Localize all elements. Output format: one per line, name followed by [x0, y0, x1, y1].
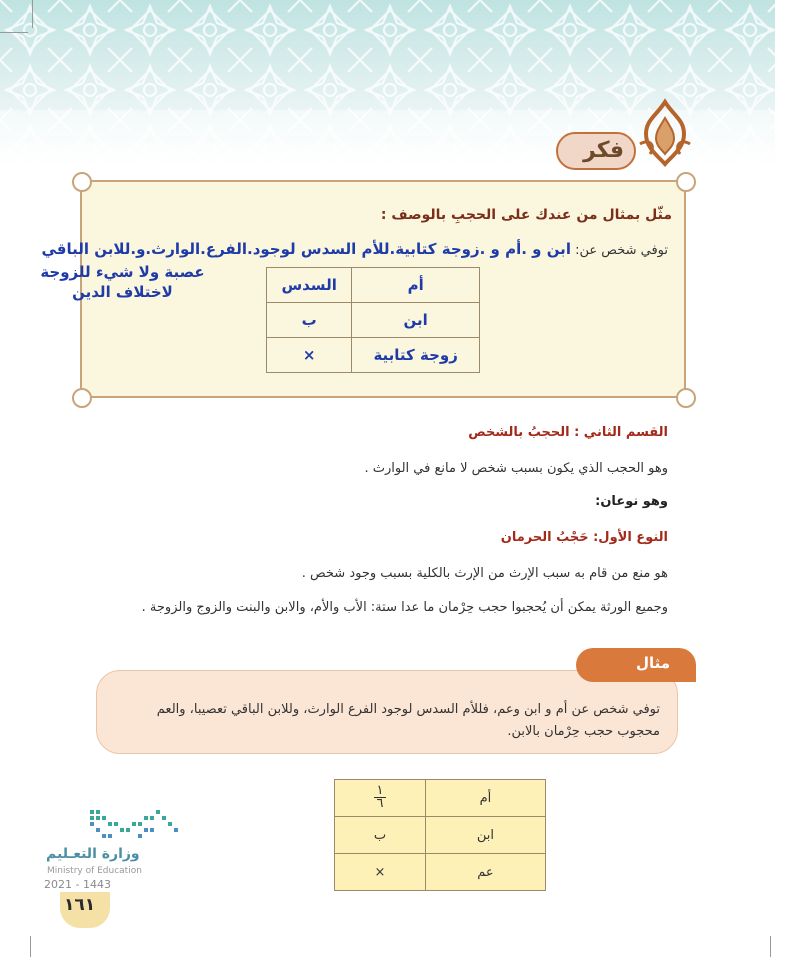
- heir-cell: ابن: [352, 303, 480, 338]
- example-table: [334, 779, 546, 891]
- arabesque-ornament-icon: [636, 98, 694, 168]
- share-cell: ب: [335, 817, 426, 854]
- section-description: وهو الحجب الذي يكون بسبب شخص لا مانع في الوارث .: [364, 461, 668, 476]
- ministry-name-arabic: وزارة التعـليم: [46, 846, 140, 862]
- type1-description: هو منع من قام به سبب الإرث من الإرث بالكلية بسبب وجود شخص .: [301, 566, 668, 581]
- answer-table: [266, 267, 480, 373]
- table-row: [267, 268, 480, 303]
- table-row: [335, 854, 546, 891]
- share-cell: ×: [335, 854, 426, 891]
- note-line: عصبة ولا شيء للزوجة: [40, 263, 205, 281]
- type1-note: وجميع الورثة يمكن أن يُحجبوا حجب حِرْمان ما عدا ستة: الأب والأم، والابن والبنت والزوج والزوجة .: [141, 600, 668, 615]
- example-label: مثال: [635, 654, 670, 672]
- box-corner: [676, 388, 696, 408]
- box-corner: [72, 172, 92, 192]
- heir-cell: أم: [352, 268, 480, 303]
- think-instruction: مثّل بمثال من عندك على الحجبِ بالوصف :: [380, 207, 672, 223]
- type1-title: النوع الأول: حَجْبُ الحرمان: [500, 530, 668, 545]
- section-title: القسم الثاني : الحجبُ بالشخص: [468, 425, 668, 440]
- box-corner: [72, 388, 92, 408]
- heir-cell: ابن: [425, 817, 545, 854]
- heir-cell: عم: [425, 854, 545, 891]
- fraction-numerator: ١: [376, 783, 384, 798]
- ministry-name-english: Ministry of Education: [47, 866, 142, 876]
- fraction-one-sixth: [374, 785, 386, 810]
- table-row: [267, 338, 480, 373]
- heir-cell: أم: [425, 780, 545, 817]
- box-corner: [676, 172, 696, 192]
- share-cell: السدس: [267, 268, 352, 303]
- crop-mark: [0, 32, 28, 33]
- scenario-prefix: توفي شخص عن:: [570, 243, 668, 258]
- example-text: توفي شخص عن أم و ابن وعم، فللأم السدس لوجود الفرع الوارث، وللابن الباقي تعصيبا، والعم محجوب حجب حِرْمان بالابن.: [156, 702, 660, 739]
- table-row: [267, 303, 480, 338]
- share-cell: ×: [267, 338, 352, 373]
- ministry-year: 2021 - 1443: [44, 878, 111, 891]
- fraction-denominator: ٦: [376, 796, 384, 811]
- crop-mark: [32, 0, 33, 28]
- example-tab: [576, 648, 696, 682]
- think-scenario: [8, 240, 668, 258]
- think-badge: [556, 132, 636, 170]
- crop-mark: [770, 936, 771, 957]
- crop-mark: [30, 936, 31, 957]
- ministry-logo-icon: [86, 808, 182, 842]
- note-line: لاختلاف الدين: [72, 283, 173, 301]
- page-number: ١٦١: [64, 895, 96, 915]
- table-row: [335, 780, 546, 817]
- handwritten-answer: ابن و .أم و .زوجة كتابية.للأم السدس لوجود.الفرع.الوارث.و.للابن الباقي: [41, 240, 571, 258]
- think-label: فكر: [583, 138, 624, 163]
- types-intro: وهو نوعان:: [595, 494, 668, 509]
- heir-cell: زوجة كتابية: [352, 338, 480, 373]
- share-cell: ب: [267, 303, 352, 338]
- share-cell: [335, 780, 426, 817]
- handwritten-note: [25, 262, 220, 302]
- table-row: [335, 817, 546, 854]
